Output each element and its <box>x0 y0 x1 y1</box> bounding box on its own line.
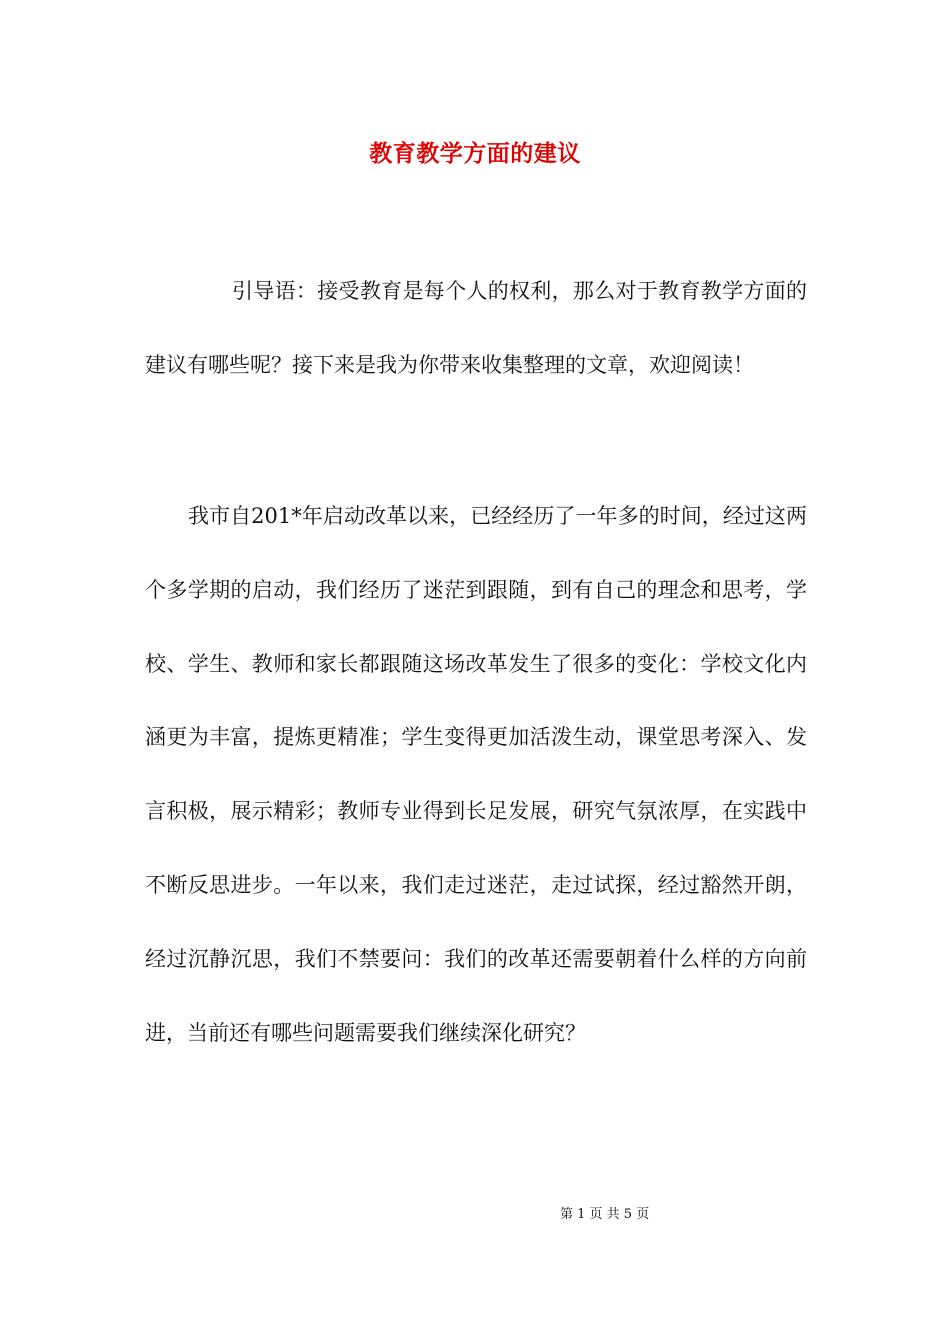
body-paragraph: 我市自201*年启动改革以来，已经经历了一年多的时间，经过这两个多学期的启动，我们经历了迷茫到跟随，到有自己的理念和思考，学校、学生、教师和家长都跟随这场改革发生了很多的变化：学校文化内涵更为丰富，提炼更精准；学生变得更加活泼生动，课堂思考深入、发言积极，展示精彩；教师专业得到长足发展，研究气氛浓厚，在实践中不断反思进步。一年以来，我们走过迷茫，走过试探，经过豁然开朗，经过沉静沉思，我们不禁要问：我们的改革还需要朝着什么样的方向前进，当前还有哪些问题需要我们继续深化研究？ <box>145 504 807 1045</box>
intro-paragraph: 引导语：接受教育是每个人的权利，那么对于教育教学方面的建议有哪些呢？接下来是我为你带来收集整理的文章，欢迎阅读！ <box>145 279 807 377</box>
page-number-footer: 第 1 页 共 5 页 <box>560 1207 650 1222</box>
document-title: 教育教学方面的建议 <box>369 140 581 167</box>
